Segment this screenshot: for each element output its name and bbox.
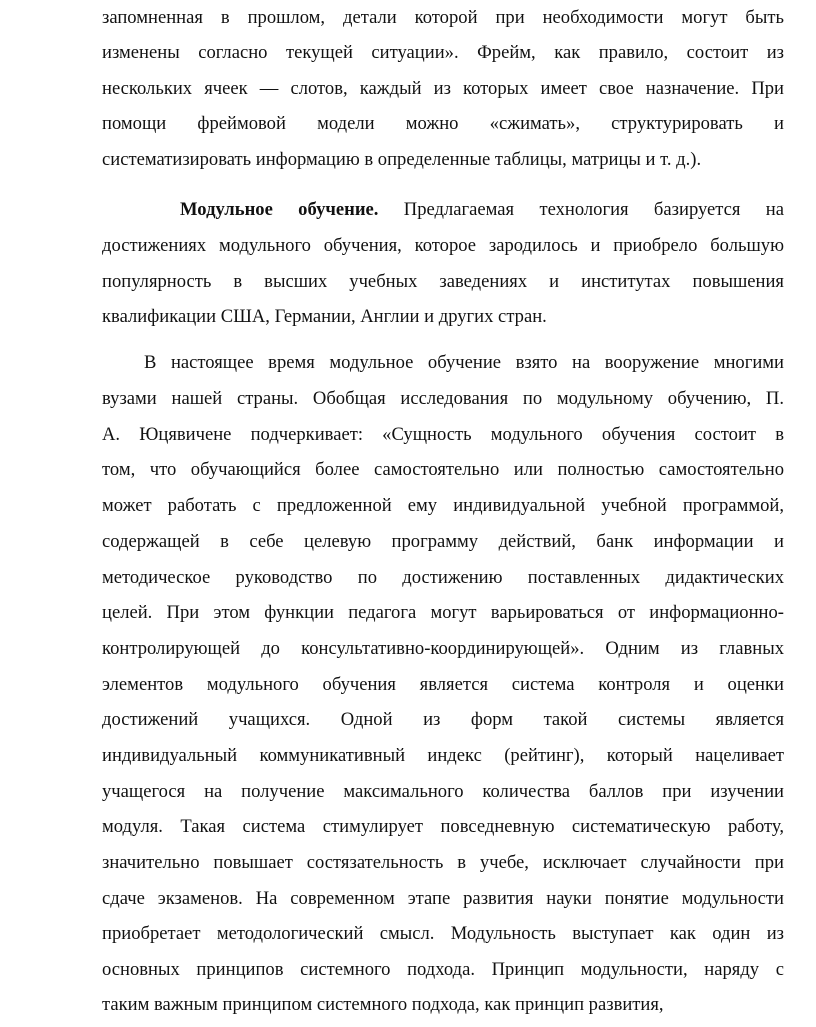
text-line: индивидуальный коммуникативный индекс (рейтинг), который нацеливает: [102, 745, 784, 766]
text-line: изменены согласно текущей ситуации». Фрейм, как правило, состоит из: [102, 42, 784, 63]
text-line: систематизировать информацию в определенные таблицы, матрицы и т. д.).: [102, 149, 702, 170]
text-line: А. Юцявичене подчеркивает: «Сущность модульного обучения состоит в: [102, 424, 784, 445]
text-line: сдаче экзаменов. На современном этапе развития науки понятие модульности: [102, 888, 784, 909]
text-line: достижений учащихся. Одной из форм такой системы является: [102, 709, 784, 730]
text-line: квалификации США, Германии, Англии и других стран.: [102, 306, 547, 327]
text-line: В настоящее время модульное обучение взято на вооружение многими: [144, 352, 784, 373]
text-line: запомненная в прошлом, детали которой при необходимости могут быть: [102, 7, 784, 28]
text-line: целей. При этом функции педагога могут варьироваться от информационно-: [102, 602, 784, 623]
text-line: методическое руководство по достижению поставленных дидактических: [102, 567, 784, 588]
text-line: таким важным принципом системного подхода, как принцип развития,: [102, 994, 664, 1015]
text-line: нескольких ячеек — слотов, каждый из которых имеет свое назначение. При: [102, 78, 784, 99]
text-line: вузами нашей страны. Обобщая исследования по модульному обучению, П.: [102, 388, 784, 409]
section-heading: Модульное обучение.: [180, 199, 379, 220]
heading-continuation: Предлагаемая технология базируется на: [403, 199, 785, 220]
text-line: помощи фреймовой модели можно «сжимать», структурировать и: [102, 113, 784, 134]
text-line: основных принципов системного подхода. Принцип модульности, наряду с: [102, 959, 784, 980]
text-line: [180, 195, 784, 225]
text-line: значительно повышает состязательность в учебе, исключает случайности при: [102, 852, 784, 873]
text-line: достижениях модульного обучения, которое зародилось и приобрело большую: [102, 235, 784, 256]
text-line: контролирующей до консультативно-координирующей». Одним из главных: [102, 638, 784, 659]
text-line: том, что обучающийся более самостоятельно или полностью самостоятельно: [102, 459, 784, 480]
text-line: популярность в высших учебных заведениях и институтах повышения: [102, 271, 784, 292]
text-line: содержащей в себе целевую программу действий, банк информации и: [102, 531, 784, 552]
text-line: может работать с предложенной ему индивидуальной учебной программой,: [102, 495, 784, 516]
text-line: учащегося на получение максимального количества баллов при изучении: [102, 781, 784, 802]
text-line: модуля. Такая система стимулирует повседневную систематическую работу,: [102, 816, 784, 837]
text-line: элементов модульного обучения является система контроля и оценки: [102, 674, 784, 695]
text-line: приобретает методологический смысл. Модульность выступает как один из: [102, 923, 784, 944]
